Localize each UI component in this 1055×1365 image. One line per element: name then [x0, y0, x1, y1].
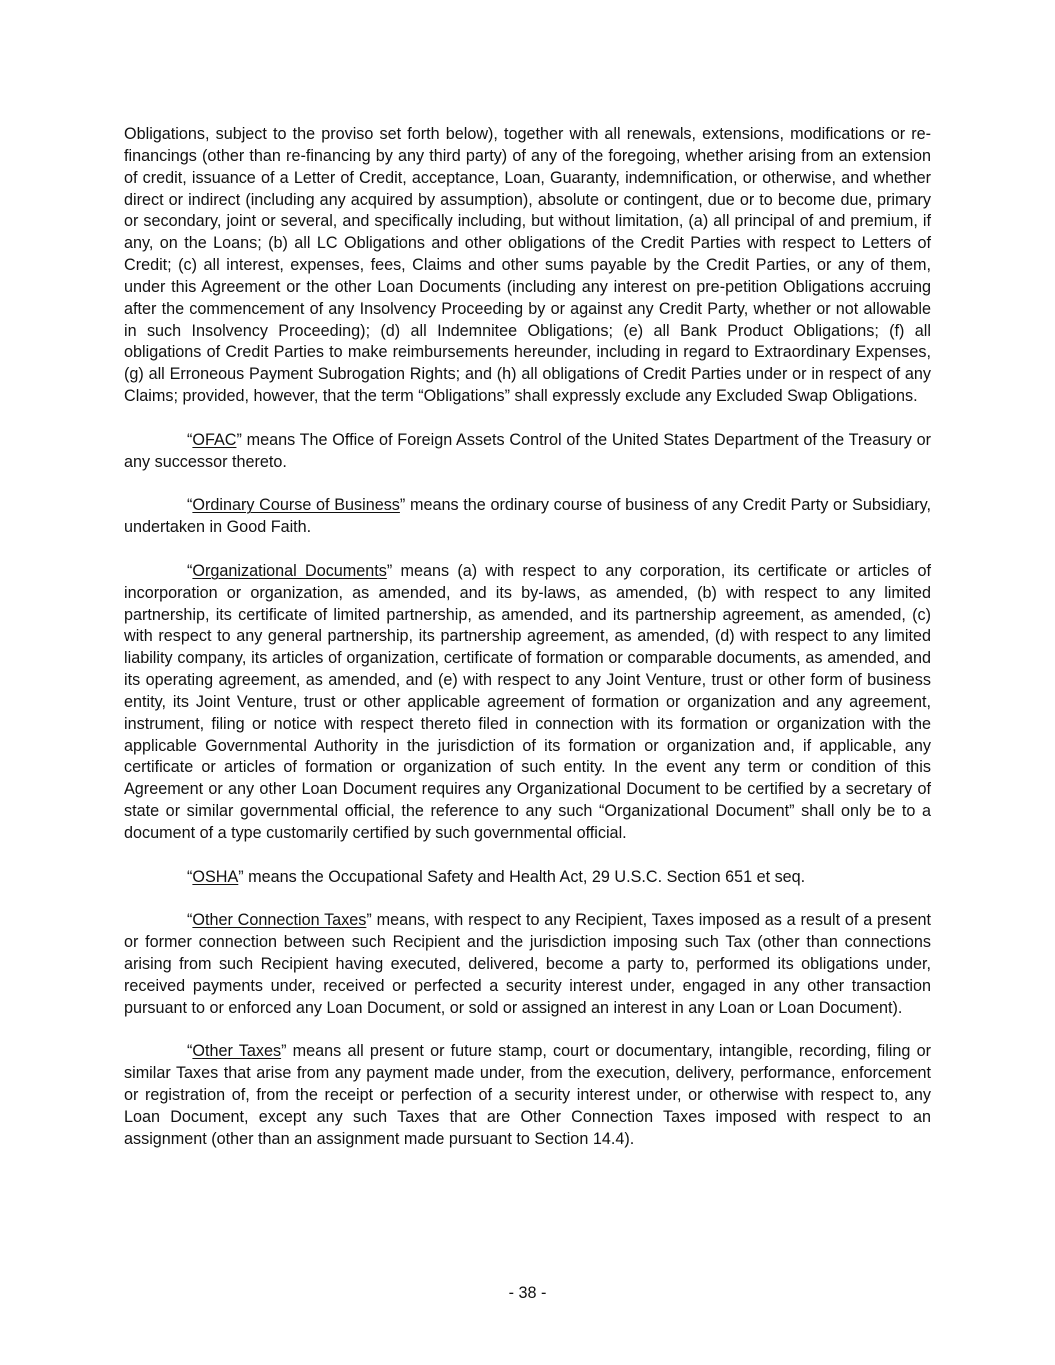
close-quote: ”	[386, 561, 393, 580]
definition-text: means (a) with respect to any corporation, its certificate or articles of incorporation or organization, as amended, and its by-laws, as amended, (b) with respect to any limited partnership, its certificate of limited partnership, as amended, and its partnership agreement, as amended, (c) with respect to any general partnership, its partnership agreement, as amended, (d) with respect to any limited liability company, its articles of organization, certificate of formation or comparable documents, as amended, and its operating agreement, as amended, and (e) with respect to any Joint Venture, trust or other form of business entity, its Joint Venture, trust or other applicable agreement of formation or organization and any agreement, instrument, filing or notice with respect thereto filed in connection with its formation or organization with the applicable Governmental Authority in the jurisdiction of its formation or organization and, if applicable, any certificate or articles of formation or organization of such entity. In the event any term or condition of this Agreement or any other Loan Document requires any Organizational Document to be certified by a secretary of state or similar governmental official, the reference to any such “Organizational Document” shall only be to a document of a type customarily certified by such governmental official.	[124, 561, 931, 842]
definition-ofac	[124, 430, 931, 474]
open-quote: “	[187, 867, 193, 886]
paragraph-text: Obligations, subject to the proviso set forth below), together with all renewals, extensions, modifications or re-financings (other than re-financing by any third party) of any of the foregoing, whether arising from an extension of credit, issuance of a Letter of Credit, acceptance, Loan, Guaranty, indemnification, or otherwise, and whether direct or indirect (including any acquired by assumption), absolute or contingent, due or to become due, primary or secondary, joint or several, and specifically including, but without limitation, (a) all principal of and premium, if any, on the Loans; (b) all LC Obligations and other obligations of the Credit Parties with respect to Letters of Credit; (c) all interest, expenses, fees, Claims and other sums payable by the Credit Parties, or any of them, under this Agreement or the other Loan Documents (including any interest on pre-petition Obligations accruing after the commencement of any Insolvency Proceeding by or against any Credit Party, whether or not allowable in such Insolvency Proceeding); (d) all Indemnitee Obligations; (e) all Bank Product Obligations; (f) all obligations of Credit Parties to make reimbursements hereunder, including in regard to Extraordinary Expenses, (g) all Erroneous Payment Subrogation Rights; and (h) all obligations of Credit Parties under or in respect of any Claims; provided, however, that the term “Obligations” shall expressly exclude any Excluded Swap Obligations.	[124, 125, 931, 406]
open-quote: “	[187, 430, 193, 449]
definition-text: means all present or future stamp, court or documentary, intangible, recording, filing or similar Taxes that arise from any payment made under, from the execution, delivery, performance, enforcement or registration of, from the receipt or perfection of a security interest under, or otherwise with respect to, any Loan Document, except any such Taxes that are Other Connection Taxes imposed with respect to an assignment (other than an assignment made pursuant to Section 14.4).	[124, 1042, 931, 1148]
definition-text: means the ordinary course of business of any Credit Party or Subsidiary, undertaken in Good Faith.	[124, 496, 931, 537]
open-quote: “	[187, 561, 193, 580]
open-quote: “	[187, 496, 193, 515]
close-quote: ”	[281, 1042, 287, 1061]
paragraph-obligations-continued	[124, 124, 931, 408]
defined-term: OSHA	[192, 867, 239, 886]
close-quote: ”	[399, 496, 406, 515]
close-quote: ”	[236, 430, 242, 449]
definition-other-taxes	[124, 1041, 931, 1150]
definition-organizational-documents	[124, 561, 931, 845]
defined-term: Other Connection Taxes	[192, 911, 367, 930]
close-quote: ”	[366, 911, 372, 930]
document-page	[124, 124, 931, 1173]
defined-term: Organizational Documents	[192, 561, 387, 580]
defined-term: OFAC	[192, 430, 237, 449]
defined-term: Other Taxes	[192, 1042, 282, 1061]
defined-term: Ordinary Course of Business	[192, 496, 400, 515]
page-number: - 38 -	[508, 1284, 547, 1302]
close-quote: ”	[238, 867, 244, 886]
definition-text: means The Office of Foreign Assets Control of the United States Department of the Treasury or any successor thereto.	[124, 430, 931, 471]
open-quote: “	[187, 911, 193, 930]
definition-osha	[124, 867, 931, 889]
definition-other-connection-taxes	[124, 910, 931, 1019]
definition-text: means, with respect to any Recipient, Taxes imposed as a result of a present or former connection between such Recipient and the jurisdiction imposing such Tax (other than connections arising from such Recipient having executed, delivered, become a party to, performed its obligations under, received payments under, received or perfected a security interest under, engaged in any other transaction pursuant to or enforced any Loan Document, or sold or assigned an interest in any Loan or Loan Document).	[124, 911, 931, 1017]
definition-ordinary-course-of-business	[124, 495, 931, 539]
open-quote: “	[187, 1042, 193, 1061]
definition-text: means the Occupational Safety and Health Act, 29 U.S.C. Section 651 et seq.	[243, 867, 806, 886]
